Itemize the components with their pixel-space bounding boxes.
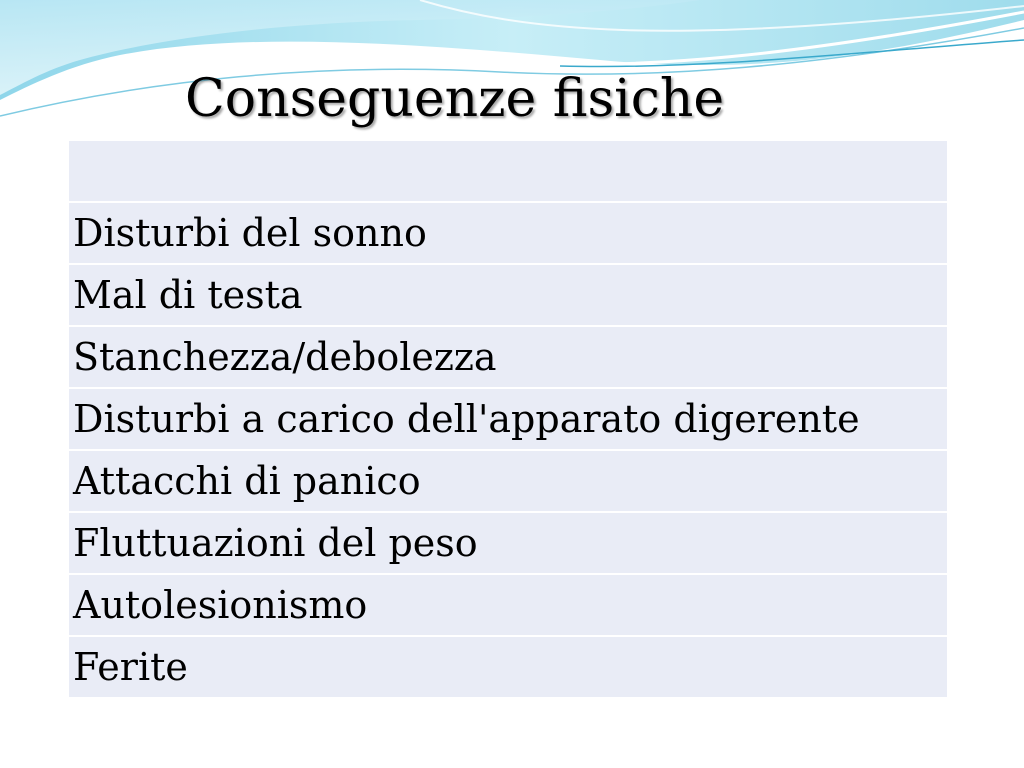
list-item: Fluttuazioni del peso [69,512,947,574]
table-row [69,264,947,326]
consequences-table [69,141,947,697]
list-item: Autolesionismo [69,574,947,636]
list-item: Stanchezza/debolezza [69,326,947,388]
slide-title: Conseguenze fisiche [185,69,725,129]
list-item: Ferite [69,636,947,697]
table-row [69,141,947,202]
table-row [69,202,947,264]
table-row [69,450,947,512]
table-row [69,512,947,574]
table-row [69,636,947,697]
list-item: Mal di testa [69,264,947,326]
list-item: Disturbi a carico dell'apparato digerente [69,388,947,450]
table-header-cell [69,141,947,202]
list-item: Disturbi del sonno [69,202,947,264]
table-row [69,574,947,636]
list-item: Attacchi di panico [69,450,947,512]
table-row [69,326,947,388]
table-row [69,388,947,450]
